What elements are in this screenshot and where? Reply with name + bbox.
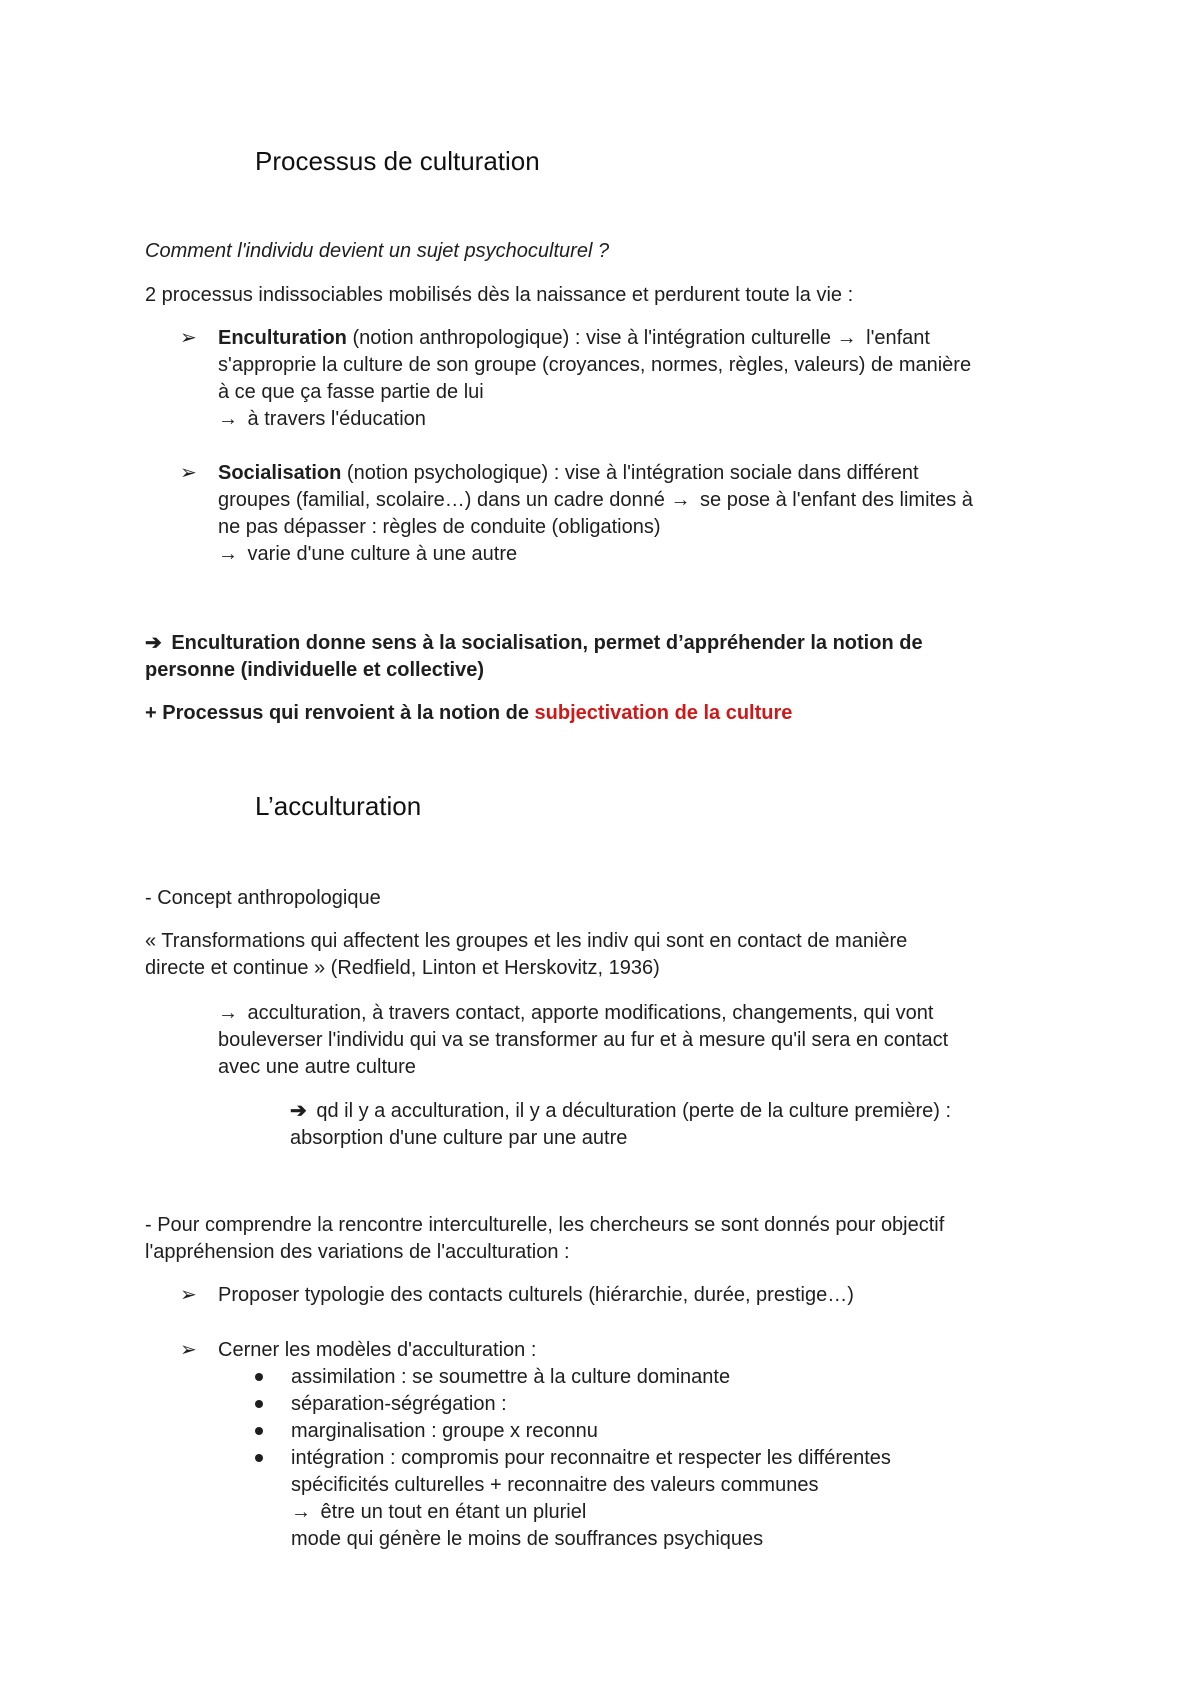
arrow-right-icon: → <box>291 1501 311 1523</box>
arrow-right-icon: → <box>218 408 238 430</box>
deculturation-text-1: qd il y a acculturation, il y a déculturation (perte de la culture première) : <box>310 1100 952 1122</box>
bullet-dot-icon <box>255 1427 263 1435</box>
highlight-red-text: subjectivation de la culture <box>534 702 793 724</box>
arrow-right-icon: → <box>218 1002 238 1024</box>
socialisation-term: Socialisation <box>218 462 342 484</box>
quote-line-2: directe et continue » (Redfield, Linton et Herskovitz, 1936) <box>145 957 660 979</box>
model-integration-text-3: être un tout en étant un pluriel <box>315 1501 587 1523</box>
section-title-culturation: Processus de culturation <box>255 146 540 176</box>
question-text: Comment l'individu devient un sujet psychoculturel ? <box>145 240 610 262</box>
chevron-bullet-icon: ➢ <box>180 327 197 349</box>
enculturation-text-c: à travers l'éducation <box>242 408 426 430</box>
model-marginalisation: marginalisation : groupe x reconnu <box>291 1420 598 1442</box>
socialisation-line-4 <box>218 541 517 568</box>
conclusion-line-2: personne (individuelle et collective) <box>145 659 484 681</box>
chevron-bullet-icon: ➢ <box>180 1284 197 1306</box>
enculturation-line-4 <box>218 406 426 433</box>
arrow-right-icon: → <box>218 543 238 565</box>
model-separation: séparation-ségrégation : <box>291 1393 507 1415</box>
socialisation-text-b: groupes (familial, scolaire…) dans un cadre donné <box>218 489 671 511</box>
conclusion-line-3 <box>145 700 792 727</box>
socialisation-line-3: ne pas dépasser : règles de conduite (obligations) <box>218 516 661 538</box>
enculturation-line-3: à ce que ça fasse partie de lui <box>218 381 484 403</box>
model-integration-line-2: spécificités culturelles + reconnaitre des valeurs communes <box>291 1474 819 1496</box>
concept-text: - Concept anthropologique <box>145 887 381 909</box>
enculturation-line-1 <box>218 325 930 352</box>
section-title-acculturation: L’acculturation <box>255 791 422 821</box>
enculturation-text-a: (notion anthropologique) : vise à l'intégration culturelle <box>346 327 837 349</box>
deculturation-line-1 <box>290 1098 951 1125</box>
conclusion-text-1: Enculturation donne sens à la socialisation, permet d’appréhender la notion de <box>165 632 923 654</box>
enculturation-text-b: l'enfant <box>860 327 930 349</box>
intro-text: 2 processus indissociables mobilisés dès la naissance et perdurent toute la vie : <box>145 284 854 306</box>
quote-line-1: « Transformations qui affectent les groupes et les indiv qui sont en contact de manière <box>145 930 908 952</box>
paragraph-line-2: l'appréhension des variations de l'acculturation : <box>145 1241 570 1263</box>
bullet-dot-icon <box>255 1454 263 1462</box>
bullet-dot-icon <box>255 1400 263 1408</box>
model-integration-line-3 <box>291 1499 586 1526</box>
enculturation-term: Enculturation <box>218 327 347 349</box>
arrow-right-icon: → <box>670 489 691 511</box>
model-integration-line-4: mode qui génère le moins de souffrances psychiques <box>291 1528 764 1550</box>
bullet-typologie: Proposer typologie des contacts culturels (hiérarchie, durée, prestige…) <box>218 1284 854 1306</box>
model-integration-line-1: intégration : compromis pour reconnaitre et respecter les différentes <box>291 1447 891 1469</box>
acculturation-line-1 <box>218 1000 933 1027</box>
bullet-modeles: Cerner les modèles d'acculturation : <box>218 1339 537 1361</box>
deculturation-line-2: absorption d'une culture par une autre <box>290 1127 628 1149</box>
conclusion-line-1 <box>145 630 923 657</box>
acculturation-line-3: avec une autre culture <box>218 1056 416 1078</box>
socialisation-text-c: se pose à l'enfant des limites à <box>694 489 973 511</box>
socialisation-line-2 <box>218 487 973 514</box>
socialisation-line-1 <box>218 460 919 487</box>
chevron-bullet-icon: ➢ <box>180 1339 197 1361</box>
paragraph-line-1: - Pour comprendre la rencontre interculturelle, les chercheurs se sont donnés pour objectif <box>145 1214 945 1236</box>
model-assimilation: assimilation : se soumettre à la culture dominante <box>291 1366 731 1388</box>
enculturation-line-2: s'approprie la culture de son groupe (croyances, normes, règles, valeurs) de manière <box>218 354 972 376</box>
bold-arrow-icon: ➔ <box>145 632 162 654</box>
socialisation-text-a: (notion psychologique) : vise à l'intégration sociale dans différent <box>341 462 919 484</box>
socialisation-text-d: varie d'une culture à une autre <box>242 543 518 565</box>
bullet-dot-icon <box>255 1373 263 1381</box>
bold-arrow-icon: ➔ <box>290 1100 307 1122</box>
arrow-right-icon: → <box>836 327 857 349</box>
conclusion-text-3: + Processus qui renvoient à la notion de <box>145 702 535 724</box>
chevron-bullet-icon: ➢ <box>180 462 197 484</box>
acculturation-text-1: acculturation, à travers contact, apporte modifications, changements, qui vont <box>242 1002 934 1024</box>
acculturation-line-2: bouleverser l'individu qui va se transformer au fur et à mesure qu'il sera en contact <box>218 1029 949 1051</box>
